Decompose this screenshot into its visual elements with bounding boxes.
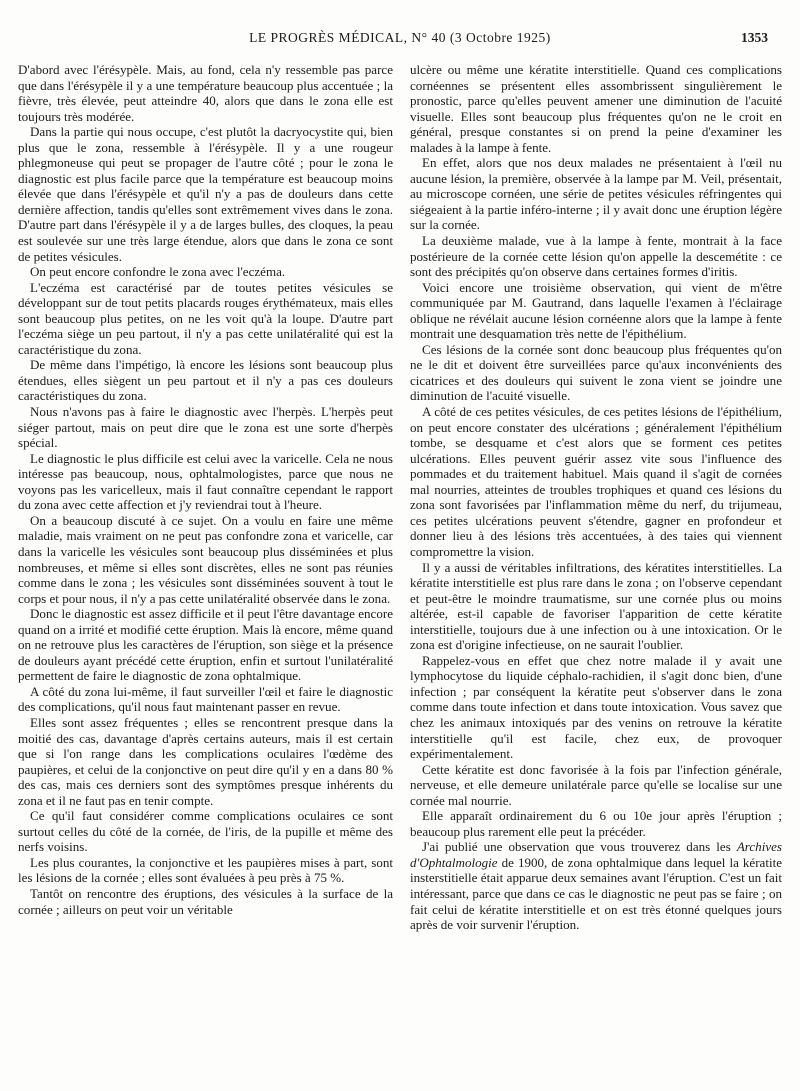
paragraph: A côté du zona lui-même, il faut surveiller l'œil et faire le diagnostic des complications, qu'il nous faut maintenant passer en revue. xyxy=(18,683,393,715)
paragraph: On a beaucoup discuté à ce sujet. On a voulu en faire une même maladie, mais vraiment on ne peut pas confondre zona et varicelle, car dans la varicelle les vésicules sont beaucoup plus disséminées et plus nombreuses, et même si elles sont discrètes, elles ne sont pas réunies comme dans le zona ; les vésicules sont disséminées souvent à tout le corps et pour nous, il n'y a pas cette unilatéralité observée dans le zona. xyxy=(18,512,393,606)
paragraph: A côté de ces petites vésicules, de ces petites lésions de l'épithélium, on peut encore constater des ulcérations ; généralement l'épithélium tombe, se desquame et c'est alors que se forment ces petites ulcérations. Elles peuvent guérir assez vite sous l'influence des pommades et du traitement habituel. Mais quand il s'agit de cornées mal nourries, atteintes de troubles trophiques et quand ces lésions du zona sont favorisées par l'inflammation même du nerf, du trijumeau, ces petites ulcérations peuvent s'étendre, gagner en profondeur et donner lieu à des lésions très accentuées, à des taies qui viennent compromettre la vision. xyxy=(410,404,782,559)
paragraph: On peut encore confondre le zona avec l'eczéma. xyxy=(30,264,286,280)
paragraph: De même dans l'impétigo, là encore les lésions sont beaucoup plus étendues, elles siègent un peu partout et il n'y a pas ces douleurs caractéristiques du zona. xyxy=(18,357,393,404)
paragraph: Il y a aussi de véritables infiltrations, des kératites interstitielles. La kératite interstitielle est plus rare dans le zona ; on l'observe cependant et peut-être le moindre traumatisme, sur une cornée plus ou moins altérée, est-il capable de favoriser l'apparition de cette kératite interstitielle, toujours due à une infection ou à une intoxication. Or le zona est d'origine infectieuse, on ne saurait l'oublier. xyxy=(410,559,782,653)
paragraph: Elle apparaît ordinairement du 6 ou 10e jour après l'éruption ; beaucoup plus rarement elle peut la précéder. xyxy=(410,808,782,839)
page-header xyxy=(0,30,800,52)
paragraph: Le diagnostic le plus difficile est celui avec la varicelle. Cela ne nous intéresse pas beaucoup, nous, ophtalmologistes, parce que nous ne voyons pas les varicelleux, mais il faut connaître cependant le rapport du zona avec cette affection et j'y reviendrai tout à l'heure. xyxy=(18,450,393,513)
left-column xyxy=(18,62,393,917)
paragraph: L'eczéma est caractérisé par de toutes petites vésicules se développant sur de tout petits placards rouges érythémateux, mais elles sont beaucoup plus petites, on ne les voit qu'à la loupe. D'autre part l'eczéma siège un peu partout, il n'y a pas cette unilatéralité qui est la caractéristique du zona. xyxy=(18,279,393,357)
paragraph: Les plus courantes, la conjonctive et les paupières mises à part, sont les lésions de la cornée ; elles sont évaluées à peu près à 75 %. xyxy=(18,854,393,886)
paragraph-text: de 1900, de zona ophtalmique dans lequel la kératite insterstitielle était apparue deux semaines avant l'éruption. C'est un fait intéressant, parce que dans ce cas le diagnostic ne peut pas se faire ; on fait celui de kératite interstitielle et on est très étonné quelques jours après de voir survenir l'éruption. xyxy=(410,854,782,933)
page-number: 1353 xyxy=(741,30,768,45)
paragraph: Nous n'avons pas à faire le diagnostic avec l'herpès. L'herpès peut siéger partout, mais on peut dire que le zona est une sorte d'herpès spécial. xyxy=(18,404,393,451)
paragraph: Ces lésions de la cornée sont donc beaucoup plus fréquentes qu'on ne le dit et doivent être surveillées parce qu'aux inconvénients des cicatrices et des douleurs qui suivent le zona vient se joindre une diminution de l'acuité visuelle. xyxy=(410,341,782,404)
paragraph: D'abord avec l'érésypèle. Mais, au fond, cela n'y ressemble pas parce que dans l'érésypèle il y a une température beaucoup plus accentuée ; la fièvre, très élevée, peut atteindre 40, alors que dans le zona elle est toujours très modérée. xyxy=(18,62,393,124)
paragraph: La deuxième malade, vue à la lampe à fente, montrait à la face postérieure de la cornée cette lésion qu'on appelle la descemétite : ce sont des précipités qu'on observe dans certaines formes d'iritis. xyxy=(410,233,782,280)
paragraph: Tantôt on rencontre des éruptions, des vésicules à la surface de la cornée ; ailleurs on peut voir un véritable xyxy=(18,885,393,917)
right-column xyxy=(410,62,782,933)
paragraph: En effet, alors que nos deux malades ne présentaient à l'œil nu aucune lésion, la première, observée à la lampe par M. Veil, présentait, au microscope cornéen, une série de petites vésicules réfringentes qui siégeaient à la partie inféro-interne ; il y avait donc une éruption légère sur la cornée. xyxy=(410,155,782,233)
paragraph: Elles sont assez fréquentes ; elles se rencontrent presque dans la moitié des cas, davantage d'après certains auteurs, mais il est certain que si l'on range dans les complications oculaires l'œdème des paupières, et celui de la conjonctive on peut dire qu'il y en a dans 80 % des cas, mais ces derniers sont des symptômes presque inhérents du zona et il ne faut pas en tenir compte. xyxy=(18,714,393,808)
paragraph: Rappelez-vous en effet que chez notre malade il y avait une lymphocytose du liquide céphalo-rachidien, il s'agit donc bien, d'une infection ; par conséquent la kératite peut s'observer dans le zona comme dans toute infection et dans toute intoxication. Vous savez que chez les animaux intoxiqués par des venins on retrouve la kératite interstitielle qu'il est facile, chez eux, de provoquer expérimentalement. xyxy=(410,652,782,762)
paragraph xyxy=(410,839,782,932)
paragraph: Donc le diagnostic est assez difficile et il peut l'être davantage encore quand on a irrité et modifié cette éruption. Mais là encore, même quand on ne retrouve plus les caractères de l'éruption, son siège et la présence de douleurs ayant précédé cette éruption, enfin et surtout l'unilatéralité permettent de faire le diagnostic de zona ophtalmique. xyxy=(18,606,393,684)
paragraph: Dans la partie qui nous occupe, c'est plutôt la dacryocystite qui, bien plus que le zona, ressemble à l'érésypèle. Il y a une rougeur phlegmoneuse qui peut se propager de l'autre côté ; pour le zona le diagnostic est plus facile parce que la température est beaucoup moins élevée que dans l'érésypèle et qu'il n'y a pas de douleurs dans cette dernière affection, tandis qu'elles sont extrêmement vives dans le zona. D'autre part dans l'érésypèle il y a de larges bulles, des cloques, la peau est soulevée sur une très large étendue, alors que dans le zona ce sont de petites vésicules. xyxy=(18,124,393,264)
paragraph: ulcère ou même une kératite interstitielle. Quand ces complications cornéennes se présentent elles assombrissent singulièrement le pronostic, parce qu'elles peuvent amener une diminution de l'acuité visuelle. Elles sont beaucoup plus fréquentes qu'on ne le croit en général, presque constantes si on prend la peine d'examiner les malades à la lampe à fente. xyxy=(410,62,782,155)
paragraph: Voici encore une troisième observation, qui vient de m'être communiquée par M. Gautrand, dans laquelle l'examen à l'éclairage oblique ne révélait aucune lésion cornéenne alors que la lampe à fente montrait une desquamation très nette de l'épithélium. xyxy=(410,279,782,342)
paragraph-text: J'ai publié une observation que vous trouverez dans les xyxy=(422,839,737,855)
journal-title: Archives d'Ophtalmologie xyxy=(410,839,782,870)
paragraph: Ce qu'il faut considérer comme complications oculaires ce sont surtout celles du côté de la cornée, de l'iris, de la pupille et même des nerfs voisins. xyxy=(18,808,393,855)
paragraph: Cette kératite est donc favorisée à la fois par l'infection générale, nerveuse, et elle demeure unilatérale parce qu'elle se localise sur une cornée mal nourrie. xyxy=(410,761,782,808)
running-head: LE PROGRÈS MÉDICAL, N° 40 (3 Octobre 1925) xyxy=(249,30,551,45)
